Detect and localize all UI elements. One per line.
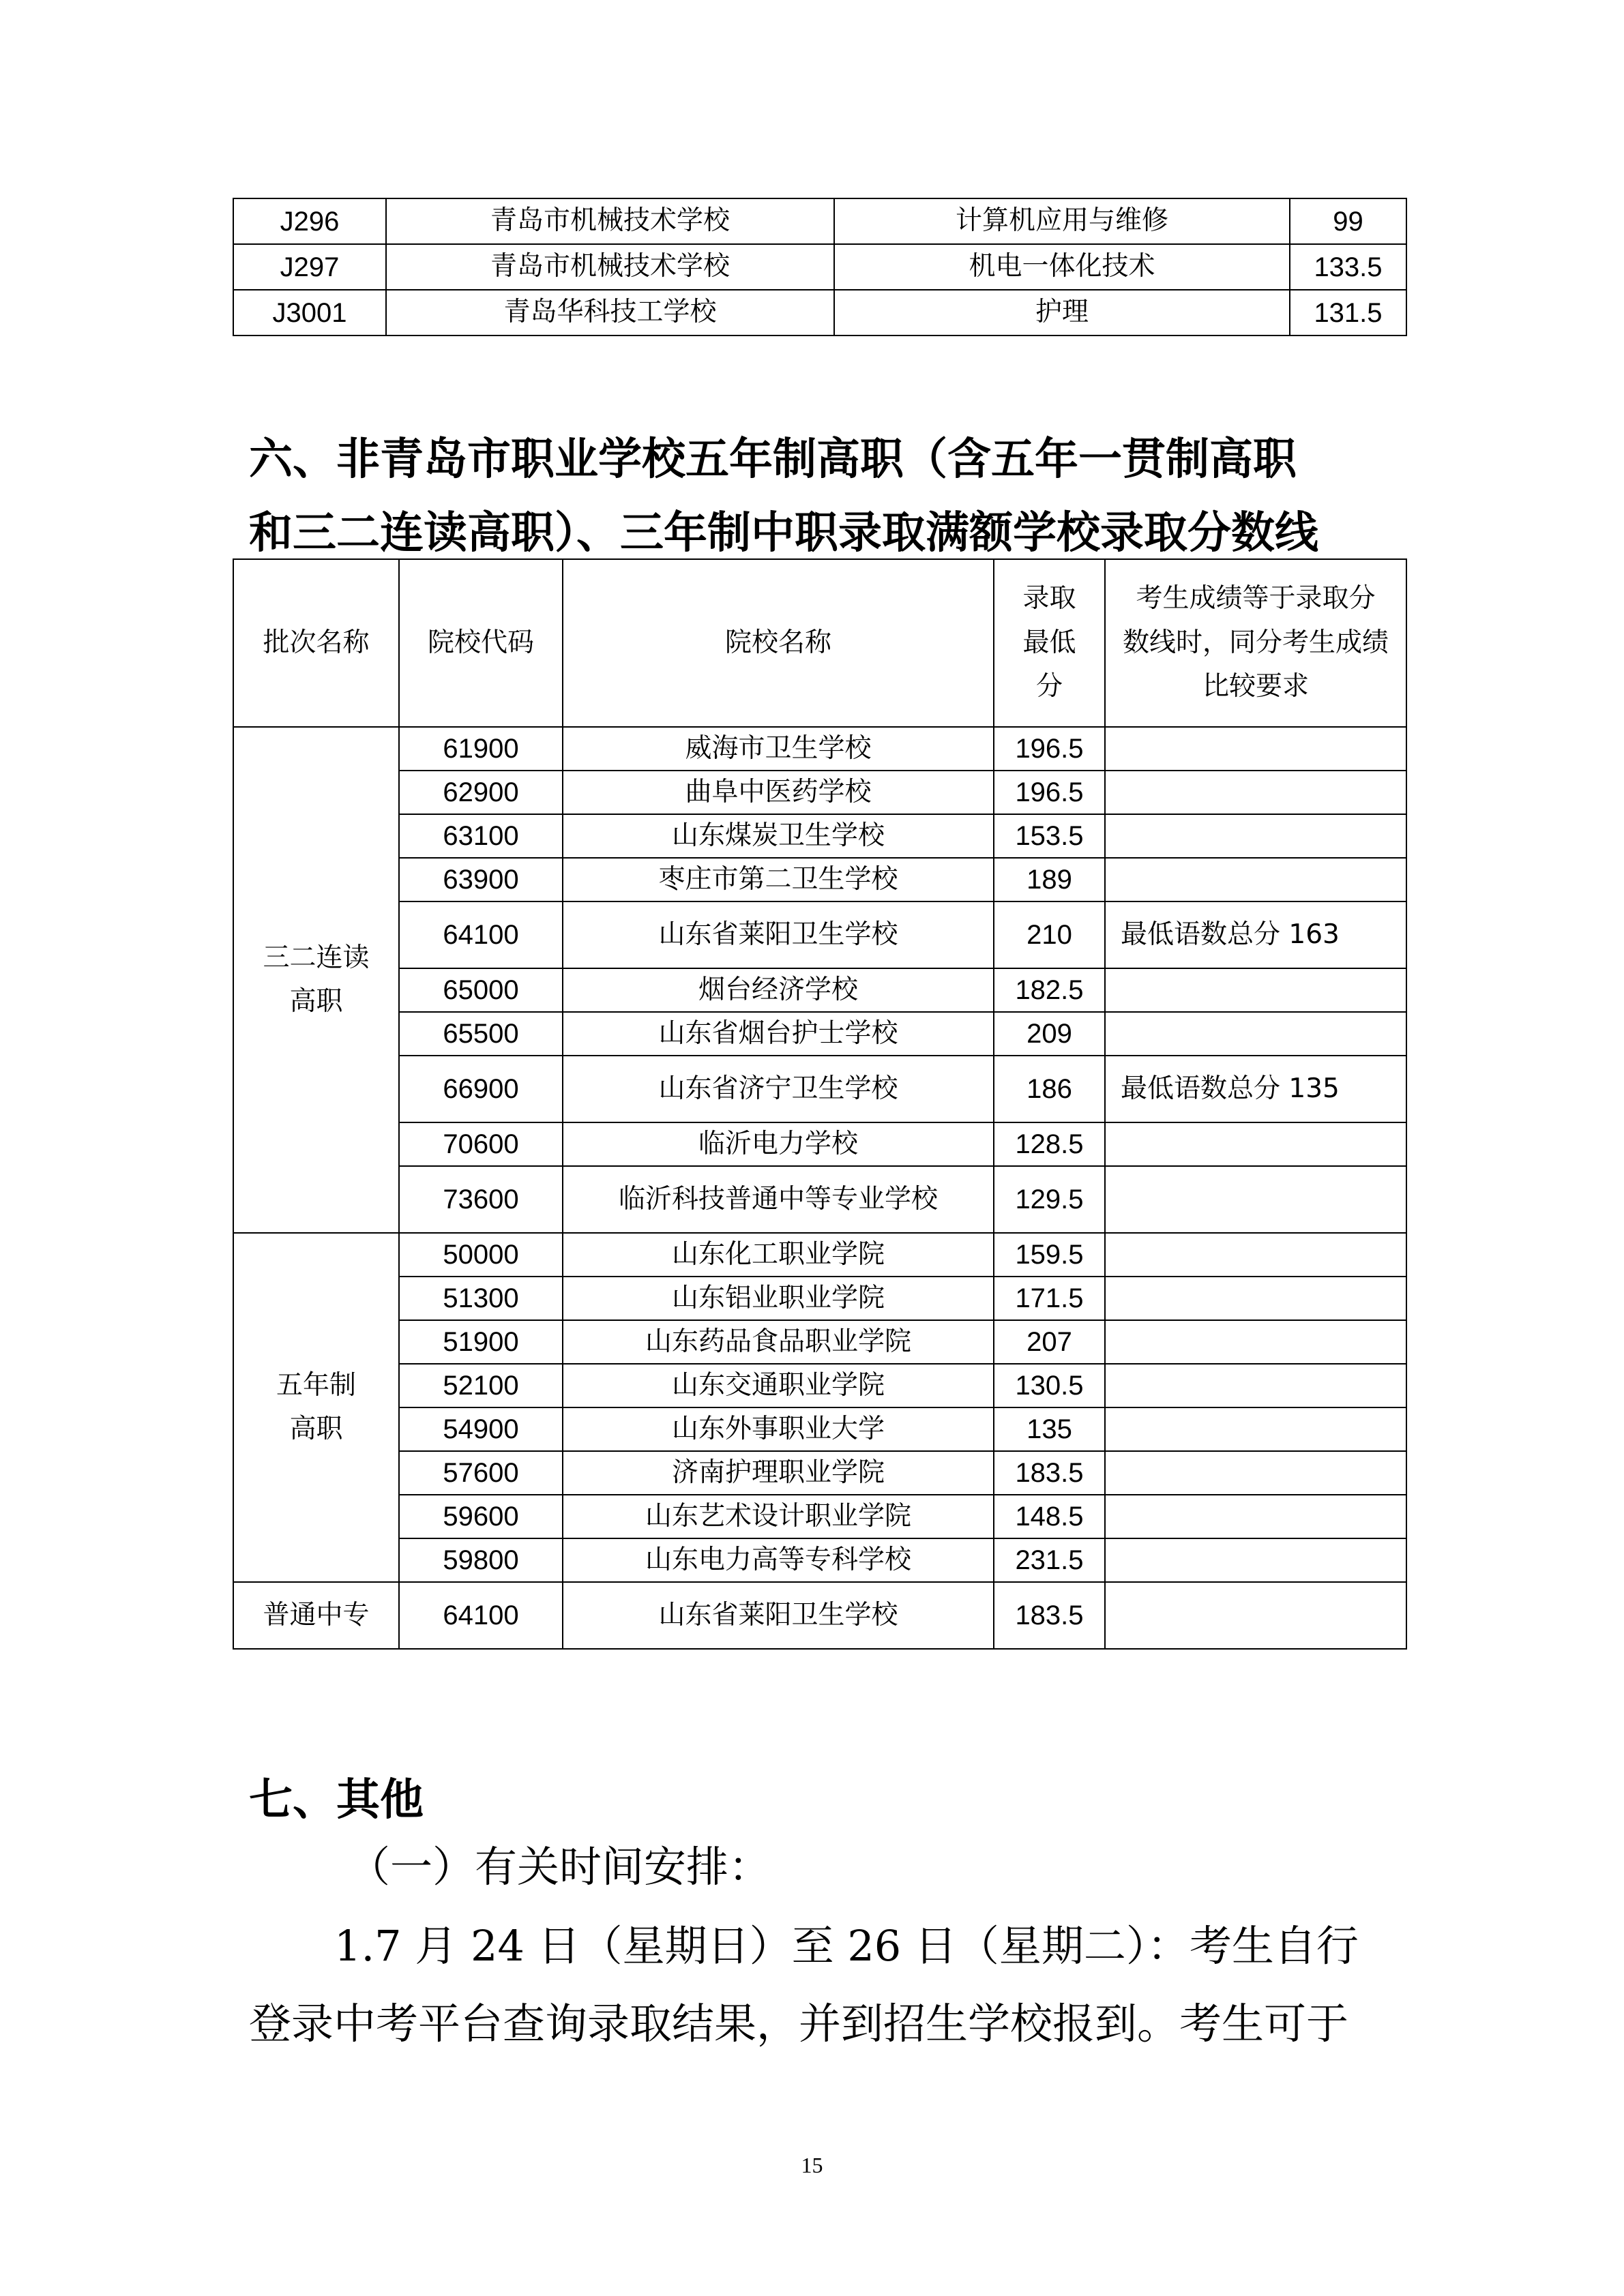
school-code: 50000 — [399, 1233, 563, 1277]
tie-rule-note — [1105, 858, 1406, 901]
table-row — [233, 1166, 1406, 1233]
school-name: 山东省烟台护士学校 — [563, 1012, 994, 1056]
min-score: 183.5 — [994, 1451, 1105, 1495]
school-name: 山东省济宁卫生学校 — [563, 1056, 994, 1122]
min-score: 153.5 — [994, 814, 1105, 858]
school-name: 临沂科技普通中等专业学校 — [563, 1166, 994, 1233]
school-name: 山东电力高等专科学校 — [563, 1538, 994, 1582]
school-name: 山东省莱阳卫生学校 — [563, 901, 994, 968]
tie-rule-note — [1105, 1538, 1406, 1582]
table-row — [233, 1012, 1406, 1056]
min-score: 189 — [994, 858, 1105, 901]
min-score: 171.5 — [994, 1277, 1105, 1320]
tie-rule-note — [1105, 1495, 1406, 1538]
admission-score-table — [233, 558, 1407, 1650]
min-score: 159.5 — [994, 1233, 1105, 1277]
table-row — [233, 1407, 1406, 1451]
school-name: 青岛市机械技术学校 — [386, 244, 834, 290]
school-name: 山东艺术设计职业学院 — [563, 1495, 994, 1538]
section7-title: 七、其他 — [249, 1775, 424, 1825]
school-code: 59800 — [399, 1538, 563, 1582]
school-name: 山东交通职业学院 — [563, 1364, 994, 1407]
score: 99 — [1290, 198, 1406, 244]
table-row — [233, 1451, 1406, 1495]
school-code: J297 — [233, 244, 386, 290]
school-code: 64100 — [399, 1582, 563, 1649]
school-name: 山东煤炭卫生学校 — [563, 814, 994, 858]
tie-rule-note — [1105, 968, 1406, 1012]
school-name: 青岛市机械技术学校 — [386, 198, 834, 244]
tie-rule-note — [1105, 1122, 1406, 1166]
school-name: 曲阜中医药学校 — [563, 771, 994, 814]
school-name: 临沂电力学校 — [563, 1122, 994, 1166]
school-code: 64100 — [399, 901, 563, 968]
batch-name: 普通中专 — [233, 1582, 399, 1649]
page-number: 15 — [801, 2153, 823, 2177]
major-name: 计算机应用与维修 — [834, 198, 1290, 244]
min-score: 148.5 — [994, 1495, 1105, 1538]
section7-subheading: （一）有关时间安排： — [348, 1842, 771, 1892]
min-score: 128.5 — [994, 1122, 1105, 1166]
school-code: 62900 — [399, 771, 563, 814]
school-code: 63900 — [399, 858, 563, 901]
school-code: 66900 — [399, 1056, 563, 1122]
table-row — [233, 1056, 1406, 1122]
min-score: 135 — [994, 1407, 1105, 1451]
school-code: 63100 — [399, 814, 563, 858]
school-name: 山东药品食品职业学院 — [563, 1320, 994, 1364]
school-code: 57600 — [399, 1451, 563, 1495]
tie-rule-note — [1105, 1012, 1406, 1056]
tie-rule-note — [1105, 1166, 1406, 1233]
table-header-row — [233, 559, 1406, 727]
tie-rule-note — [1105, 1582, 1406, 1649]
school-code: 65000 — [399, 968, 563, 1012]
min-score: 129.5 — [994, 1166, 1105, 1233]
tie-rule-note — [1105, 1364, 1406, 1407]
table-row — [233, 198, 1406, 244]
header-code: 院校代码 — [399, 559, 563, 727]
school-code: 70600 — [399, 1122, 563, 1166]
min-score: 196.5 — [994, 771, 1105, 814]
table-row — [233, 901, 1406, 968]
school-name: 山东外事职业大学 — [563, 1407, 994, 1451]
min-score: 183.5 — [994, 1582, 1105, 1649]
section6-title-line2: 和三二连读高职）、三年制中职录取满额学校录取分数线 — [249, 508, 1318, 558]
tie-rule-note — [1105, 1277, 1406, 1320]
major-name: 护理 — [834, 290, 1290, 336]
table-row — [233, 771, 1406, 814]
school-code: 52100 — [399, 1364, 563, 1407]
min-score: 207 — [994, 1320, 1105, 1364]
tie-rule-note: 最低语数总分 163 — [1105, 901, 1406, 968]
min-score: 186 — [994, 1056, 1105, 1122]
min-score: 209 — [994, 1012, 1105, 1056]
table-row — [233, 1495, 1406, 1538]
school-code: 73600 — [399, 1166, 563, 1233]
table-row — [233, 727, 1406, 771]
table-row — [233, 1364, 1406, 1407]
major-name: 机电一体化技术 — [834, 244, 1290, 290]
table-row — [233, 244, 1406, 290]
school-name: 枣庄市第二卫生学校 — [563, 858, 994, 901]
batch-name: 五年制 高职 — [233, 1233, 399, 1582]
school-code: J3001 — [233, 290, 386, 336]
min-score: 196.5 — [994, 727, 1105, 771]
school-name: 山东省莱阳卫生学校 — [563, 1582, 994, 1649]
table-row — [233, 814, 1406, 858]
section7-paragraph-line1: 1.7 月 24 日（星期日）至 26 日（星期二）：考生自行 — [334, 1921, 1359, 1971]
table-row — [233, 1538, 1406, 1582]
continued-admission-table — [233, 198, 1407, 336]
min-score: 182.5 — [994, 968, 1105, 1012]
school-code: 59600 — [399, 1495, 563, 1538]
tie-rule-note — [1105, 1320, 1406, 1364]
school-name: 烟台经济学校 — [563, 968, 994, 1012]
tie-rule-note: 最低语数总分 135 — [1105, 1056, 1406, 1122]
tie-rule-note — [1105, 1451, 1406, 1495]
header-tie-rule: 考生成绩等于录取分 数线时，同分考生成绩 比较要求 — [1105, 559, 1406, 727]
batch-name: 三二连读 高职 — [233, 727, 399, 1233]
table-row — [233, 1277, 1406, 1320]
school-name: 青岛华科技工学校 — [386, 290, 834, 336]
table-row — [233, 968, 1406, 1012]
school-code: 51300 — [399, 1277, 563, 1320]
tie-rule-note — [1105, 1407, 1406, 1451]
school-code: 61900 — [399, 727, 563, 771]
tie-rule-note — [1105, 727, 1406, 771]
school-code: 54900 — [399, 1407, 563, 1451]
section7-paragraph-line2: 登录中考平台查询录取结果，并到招生学校报到。考生可于 — [249, 1999, 1349, 2048]
tie-rule-note — [1105, 1233, 1406, 1277]
table-row — [233, 1582, 1406, 1649]
school-name: 山东化工职业学院 — [563, 1233, 994, 1277]
header-name: 院校名称 — [563, 559, 994, 727]
school-name: 威海市卫生学校 — [563, 727, 994, 771]
tie-rule-note — [1105, 814, 1406, 858]
section6-title-line1: 六、非青岛市职业学校五年制高职（含五年一贯制高职 — [249, 434, 1297, 485]
score: 133.5 — [1290, 244, 1406, 290]
header-min-score: 录取 最低 分 — [994, 559, 1105, 727]
min-score: 210 — [994, 901, 1105, 968]
header-batch: 批次名称 — [233, 559, 399, 727]
table-row — [233, 1233, 1406, 1277]
table-row — [233, 858, 1406, 901]
school-code: 65500 — [399, 1012, 563, 1056]
min-score: 231.5 — [994, 1538, 1105, 1582]
table-row — [233, 1320, 1406, 1364]
school-code: 51900 — [399, 1320, 563, 1364]
school-name: 济南护理职业学院 — [563, 1451, 994, 1495]
min-score: 130.5 — [994, 1364, 1105, 1407]
school-name: 山东铝业职业学院 — [563, 1277, 994, 1320]
score: 131.5 — [1290, 290, 1406, 336]
tie-rule-note — [1105, 771, 1406, 814]
table-row — [233, 1122, 1406, 1166]
table-row — [233, 290, 1406, 336]
school-code: J296 — [233, 198, 386, 244]
